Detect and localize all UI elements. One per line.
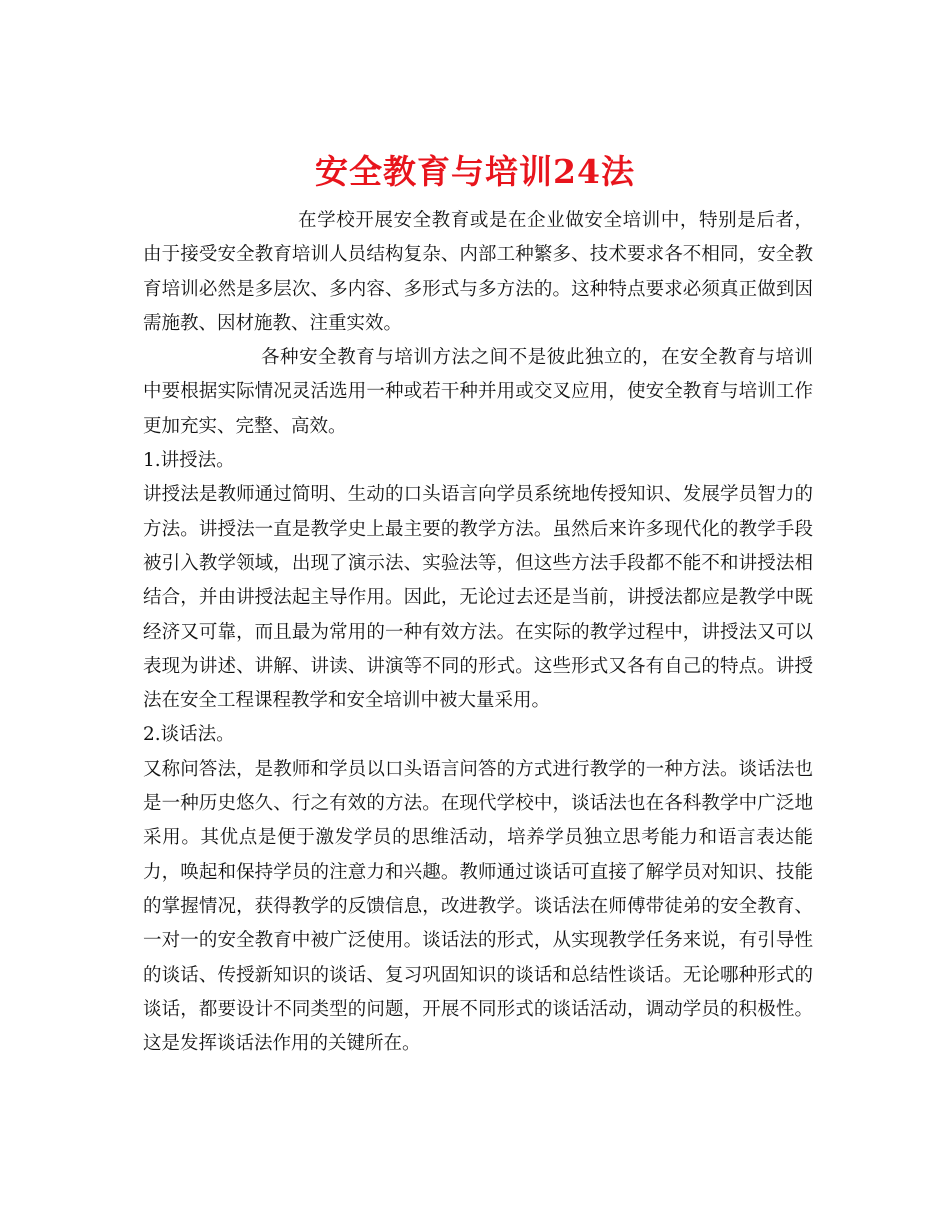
conversation-paragraph: 又称问答法，是教师和学员以口头语言问答的方式进行教学的一种方法。谈话法也是一种历史悠久、行之有效的方法。在现代学校中，谈话法也在各科教学中广泛地采用。其优点是便于激发学员的思维活动，培养学员独立思考能力和语言表达能力，唤起和保持学员的注意力和兴趣。教师通过谈话可直接了解学员对知识、技能的掌握情况，获得教学的反馈信息，改进教学。谈话法在师傅带徒弟的安全教育、一对一的安全教育中被广泛使用。谈话法的形式，从实现教学任务来说，有引导性的谈话、传授新知识的谈话、复习巩固知识的谈话和总结性谈话。无论哪种形式的谈话，都要设计不同类型的问题，开展不同形式的谈话活动，调动学员的积极性。这是发挥谈话法作用的关键所在。 (143, 758, 813, 1055)
methods-overview-paragraph: 各种安全教育与培训方法之间不是彼此独立的，在安全教育与培训中要根据实际情况灵活选用一种或若干种并用或交叉应用，使安全教育与培训工作更加充实、完整、高效。 (143, 347, 813, 437)
section-heading-lecture: 1.讲授法。 (143, 450, 235, 472)
lecture-paragraph: 讲授法是教师通过简明、生动的口头语言向学员系统地传授知识、发展学员智力的方法。讲授法一直是教学史上最主要的教学方法。虽然后来许多现代化的教学手段被引入教学领域，出现了演示法、实验法等，但这些方法手段都不能不和讲授法相结合，并由讲授法起主导作用。因此，无论过去还是当前，讲授法都应是教学中既经济又可靠，而且最为常用的一种有效方法。在实际的教学过程中，讲授法又可以表现为讲述、讲解、讲读、讲演等不同的形式。这些形式又各有自己的特点。讲授法在安全工程课程教学和安全培训中被大量采用。 (143, 484, 813, 712)
section-heading-conversation: 2.谈话法。 (143, 724, 235, 746)
intro-paragraph: 在学校开展安全教育或是在企业做安全培训中，特别是后者，由于接受安全教育培训人员结构复杂、内部工种繁多、技术要求各不相同，安全教育培训必然是多层次、多内容、多形式与多方法的。这种特点要求必须真正做到因需施教、因材施教、注重实效。 (143, 210, 813, 334)
document-title: 安全教育与培训24法 (315, 152, 635, 192)
document-body (143, 204, 813, 1061)
